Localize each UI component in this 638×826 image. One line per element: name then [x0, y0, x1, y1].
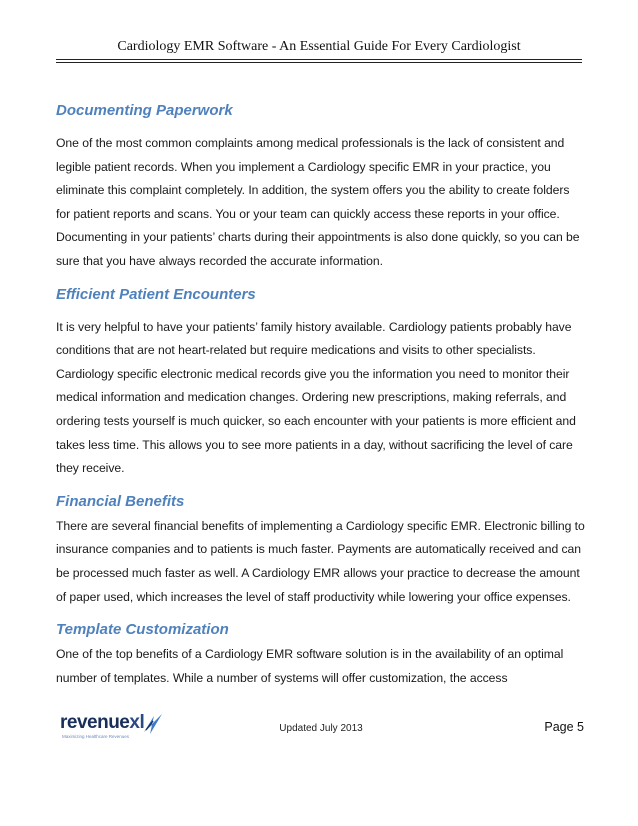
section-documenting-paperwork	[56, 102, 586, 274]
header-rule	[56, 59, 582, 63]
document-body	[56, 102, 586, 690]
section-heading: Template Customization	[56, 621, 229, 639]
section-template-customization	[56, 621, 586, 690]
logo-text-xl: xl	[129, 712, 145, 733]
section-paragraph: One of the top benefits of a Cardiology EMR software solution is in the availability of an optimal number of templates. While a number of systems will offer customization, the access	[56, 647, 564, 685]
page-footer	[56, 712, 586, 752]
section-heading: Financial Benefits	[56, 492, 185, 510]
footer-updated-date: Updated July 2013	[279, 723, 363, 734]
page-header-title: Cardiology EMR Software - An Essential Guide For Every Cardiologist	[117, 39, 521, 54]
logo-text-main: revenue	[60, 712, 130, 733]
logo-tagline: Maximizing Healthcare Revenues	[62, 734, 130, 739]
section-heading: Efficient Patient Encounters	[56, 285, 256, 303]
section-spacer	[56, 609, 586, 621]
section-financial-benefits	[56, 493, 586, 609]
section-paragraph: It is very helpful to have your patients’ family history available. Cardiology patients probably have conditions that are not heart-related but require medications and visits to other specialists. Cardiology specific electronic medical records give you the information you need to monitor their medical information and medication changes. Ordering new prescriptions, making referrals, and ordering tests yourself is much quicker, so each encounter with your patients is more efficient and takes less time. This allows you to see more patients in a day, without sacrificing the level of care they receive.	[56, 319, 576, 476]
section-paragraph: One of the most common complaints among medical professionals is the lack of consistent and legible patient records. When you implement a Cardiology specific EMR in your practice, you eliminate this complaint completely. In addition, the system offers you the ability to create folders for patient reports and scans. You or your team can quickly access these reports in your office. Documenting in your patients’ charts during their appointments is also done quickly, so you can be sure that you have always recorded the accurate information.	[56, 136, 580, 268]
section-paragraph: There are several financial benefits of implementing a Cardiology specific EMR. Electronic billing to insurance companies and to patients is much faster. Payments are automatically received and can be processed much faster as well. A Cardiology EMR allows your practice to decrease the amount of paper used, which increases the level of staff productivity while lowering your office expenses.	[56, 518, 585, 604]
section-spacer	[56, 481, 586, 493]
section-heading: Documenting Paperwork	[56, 102, 233, 119]
section-efficient-patient-encounters	[56, 286, 586, 481]
section-spacer	[56, 274, 586, 286]
footer-page-number: Page 5	[544, 720, 584, 734]
